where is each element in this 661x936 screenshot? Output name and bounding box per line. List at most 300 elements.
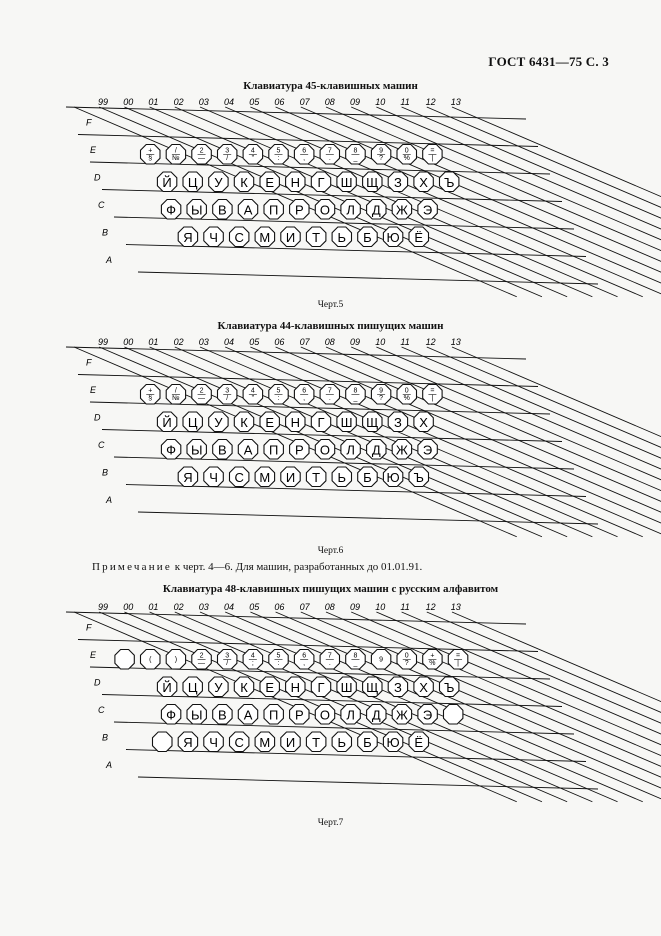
key[interactable] <box>183 412 202 432</box>
key-lower: | <box>431 154 434 162</box>
key[interactable] <box>192 650 212 670</box>
key[interactable] <box>213 200 232 220</box>
key-label: Й <box>162 414 172 430</box>
key[interactable] <box>260 677 279 697</box>
grid <box>66 612 661 802</box>
key[interactable] <box>230 732 249 752</box>
key-label: Д <box>371 707 381 723</box>
key[interactable] <box>286 677 305 697</box>
key[interactable] <box>255 732 275 752</box>
column-label: 00 <box>123 97 134 107</box>
column-label: 02 <box>173 337 184 347</box>
key-upper: 6 <box>302 387 307 395</box>
key-label: И <box>285 469 296 485</box>
key[interactable] <box>371 145 390 165</box>
page-header: ГОСТ 6431—75 С. 3 <box>488 54 609 69</box>
key-label: З <box>393 414 402 430</box>
key-lower: / <box>226 394 229 402</box>
column-label: 01 <box>148 337 159 347</box>
key[interactable] <box>363 172 382 192</box>
key[interactable] <box>371 385 390 405</box>
row-label: C <box>98 440 105 451</box>
column-label: 01 <box>148 97 159 107</box>
row-label: D <box>94 412 101 423</box>
key[interactable] <box>209 172 228 192</box>
key[interactable] <box>448 650 468 670</box>
key-label: Р <box>294 707 304 723</box>
grid <box>66 347 661 537</box>
key-outline <box>153 732 173 752</box>
key[interactable] <box>418 705 437 725</box>
key-upper: 2 <box>199 147 204 155</box>
key-upper: 0 <box>404 652 409 660</box>
column-label: 09 <box>350 97 361 107</box>
key[interactable] <box>230 467 249 487</box>
row-label: E <box>90 145 97 156</box>
key-label: В <box>218 202 227 218</box>
key[interactable] <box>178 732 197 752</box>
key-label: Ж <box>395 442 408 458</box>
key-upper: 9 <box>379 147 384 155</box>
key-label: Ш <box>340 679 353 695</box>
key-lower: — <box>198 394 206 402</box>
key[interactable] <box>311 677 330 697</box>
row-line <box>138 777 598 789</box>
key-label: Ы <box>190 202 203 218</box>
column-label: 10 <box>375 97 386 107</box>
key-lower: , <box>303 659 306 667</box>
key[interactable] <box>306 732 326 752</box>
key-label: Ф <box>166 442 177 458</box>
column-label: 08 <box>324 97 335 107</box>
column-label: 04 <box>224 337 235 347</box>
key[interactable] <box>243 145 263 165</box>
figure-6-caption: Черт.6 <box>317 546 344 556</box>
key[interactable] <box>204 227 224 247</box>
key[interactable] <box>397 145 417 165</box>
key-label: Ц <box>187 679 198 695</box>
key[interactable] <box>440 172 459 192</box>
key[interactable] <box>363 677 382 697</box>
column-label: 00 <box>123 337 134 347</box>
key[interactable] <box>392 440 411 460</box>
key[interactable] <box>332 467 351 487</box>
key[interactable] <box>187 200 206 220</box>
key[interactable] <box>141 385 161 405</box>
row-label: F <box>86 357 92 368</box>
key-label: Л <box>346 707 355 723</box>
key-upper: / <box>174 387 177 395</box>
key[interactable] <box>414 172 433 192</box>
key[interactable] <box>337 412 356 432</box>
key[interactable] <box>281 732 300 752</box>
column-label: 08 <box>324 602 335 612</box>
key-label: Ч <box>209 469 218 485</box>
key-label: Ъ <box>444 679 455 695</box>
key[interactable] <box>260 412 279 432</box>
key-label: Д <box>371 442 381 458</box>
key-label: Ь <box>337 734 347 750</box>
key[interactable] <box>166 650 185 670</box>
row-label: C <box>98 705 105 716</box>
key[interactable] <box>363 412 382 432</box>
key[interactable] <box>243 650 263 670</box>
key[interactable] <box>392 705 411 725</box>
key[interactable] <box>204 467 224 487</box>
key[interactable] <box>320 145 339 165</box>
key-label: Ф <box>166 707 177 723</box>
key-label: У <box>214 414 223 430</box>
key[interactable] <box>161 705 180 725</box>
key[interactable] <box>358 467 378 487</box>
key-label: Ч <box>209 734 218 750</box>
row-line <box>138 272 598 284</box>
key[interactable] <box>178 227 197 247</box>
key[interactable] <box>178 467 197 487</box>
column-label: 99 <box>98 602 109 612</box>
key-upper: 3 <box>225 652 230 660</box>
grid <box>66 107 661 297</box>
key-label: Д <box>371 202 381 218</box>
row-line <box>126 245 586 257</box>
key-label: Ю <box>386 734 400 750</box>
key[interactable] <box>157 172 176 192</box>
key[interactable] <box>388 412 407 432</box>
column-label: 99 <box>98 97 109 107</box>
key[interactable] <box>418 200 437 220</box>
key[interactable] <box>141 650 161 670</box>
column-label: 04 <box>224 97 235 107</box>
key[interactable] <box>209 412 228 432</box>
key-upper: = <box>430 387 435 395</box>
key-label: Э <box>422 707 433 723</box>
key[interactable] <box>332 227 351 247</box>
key[interactable] <box>320 385 339 405</box>
key-label: А <box>243 202 253 218</box>
key[interactable] <box>286 172 305 192</box>
key-lower: § <box>148 394 153 402</box>
key-label: Р <box>294 442 304 458</box>
key[interactable] <box>234 172 253 192</box>
key[interactable] <box>341 200 360 220</box>
key[interactable] <box>383 227 402 247</box>
key[interactable] <box>183 172 202 192</box>
key[interactable] <box>264 200 283 220</box>
figure-7-title: Клавиатура 48-клавишных пишущих машин с русским алфавитом <box>162 583 499 595</box>
key-label: Щ <box>366 414 379 430</box>
key[interactable] <box>409 732 429 752</box>
key-label: Ц <box>187 174 198 190</box>
key[interactable] <box>161 440 180 460</box>
key[interactable] <box>218 650 237 670</box>
key[interactable] <box>418 440 437 460</box>
key[interactable] <box>166 385 185 405</box>
key-label: М <box>259 734 271 750</box>
key[interactable] <box>290 705 309 725</box>
key-upper: 2 <box>199 652 204 660</box>
key[interactable] <box>315 705 334 725</box>
key-lower: / <box>226 659 229 667</box>
key[interactable] <box>269 385 288 405</box>
key-label: ( <box>149 656 152 664</box>
key-lower: : <box>277 154 280 162</box>
key[interactable] <box>320 650 339 670</box>
key-upper: 4 <box>250 652 255 660</box>
key[interactable] <box>141 145 161 165</box>
figure-6-title: Клавиатура 44-клавишных пишущих машин <box>217 320 444 332</box>
key-upper: 5 <box>276 652 281 660</box>
key-label: Е <box>265 414 275 430</box>
key-lower: — <box>198 154 206 162</box>
column-label: 07 <box>299 602 310 612</box>
column-label: 06 <box>274 602 285 612</box>
key[interactable] <box>213 440 232 460</box>
key-lower: , <box>303 154 306 162</box>
key-label: О <box>319 202 331 218</box>
key[interactable] <box>204 732 224 752</box>
key[interactable] <box>218 385 237 405</box>
key-label: И <box>285 229 296 245</box>
key-label: Я <box>183 229 193 245</box>
key-lower: ; <box>251 659 254 667</box>
key[interactable] <box>166 145 185 165</box>
key[interactable] <box>341 440 360 460</box>
key[interactable] <box>383 467 402 487</box>
key[interactable] <box>444 705 463 725</box>
key-upper: 9 <box>379 387 384 395</box>
key-label: Ь <box>337 469 347 485</box>
key[interactable] <box>192 385 212 405</box>
column-label: 07 <box>299 97 310 107</box>
key[interactable] <box>161 200 180 220</box>
key[interactable] <box>238 705 257 725</box>
key-lower: ? <box>404 659 409 667</box>
key-upper: 6 <box>302 652 307 660</box>
key[interactable] <box>255 227 275 247</box>
note <box>92 561 422 573</box>
key-label: Э <box>422 202 433 218</box>
row-label: E <box>90 385 97 396</box>
key-upper: + <box>430 652 435 660</box>
key-lower: ” <box>251 154 255 162</box>
key-label: С <box>234 229 244 245</box>
key[interactable] <box>290 200 309 220</box>
column-line <box>402 107 661 297</box>
key[interactable] <box>269 145 288 165</box>
key[interactable] <box>383 732 402 752</box>
note-label: Примечание <box>92 561 172 573</box>
key-label: В <box>218 707 227 723</box>
key[interactable] <box>264 705 283 725</box>
key-upper: 4 <box>250 147 255 155</box>
column-line <box>452 107 661 297</box>
key-label: А <box>243 707 253 723</box>
row-label: A <box>106 495 113 506</box>
key[interactable] <box>157 677 176 697</box>
key-label: А <box>243 442 253 458</box>
key-upper: 0 <box>404 147 409 155</box>
key-lower: . <box>328 394 331 402</box>
key[interactable] <box>397 385 417 405</box>
key[interactable] <box>238 440 257 460</box>
key-label: Н <box>290 174 301 190</box>
key-lower: : <box>277 659 280 667</box>
key[interactable] <box>397 650 417 670</box>
key-lower: — <box>198 659 206 667</box>
key[interactable] <box>294 145 314 165</box>
key[interactable] <box>358 732 378 752</box>
key-label: Т <box>312 734 321 750</box>
key-label: Л <box>346 202 355 218</box>
key-upper: / <box>174 147 177 155</box>
keyboard-diagram-44 <box>0 335 661 565</box>
column-label: 03 <box>198 97 209 107</box>
row-line <box>126 485 586 497</box>
key[interactable] <box>423 650 442 670</box>
key-lower: _ <box>353 154 358 162</box>
key-upper: + <box>148 147 153 155</box>
key[interactable] <box>346 385 366 405</box>
key[interactable] <box>367 200 386 220</box>
key[interactable] <box>392 200 411 220</box>
key-label: Х <box>419 679 428 695</box>
key-label: Я <box>183 469 193 485</box>
key[interactable] <box>337 677 356 697</box>
row-label: E <box>90 650 97 661</box>
keyboard-diagram-48 <box>0 600 661 830</box>
key[interactable] <box>367 440 386 460</box>
key[interactable] <box>346 145 366 165</box>
key-label: Ъ <box>444 174 455 190</box>
column-label: 05 <box>249 337 260 347</box>
key[interactable] <box>183 677 202 697</box>
key-label: Т <box>312 469 321 485</box>
key-label: Ц <box>187 414 198 430</box>
key[interactable] <box>157 412 176 432</box>
key[interactable] <box>332 732 351 752</box>
key[interactable] <box>409 227 429 247</box>
key[interactable] <box>243 385 263 405</box>
key[interactable] <box>358 227 378 247</box>
key-label: К <box>240 174 248 190</box>
key[interactable] <box>306 227 326 247</box>
key-label: Г <box>317 174 325 190</box>
row-label: B <box>102 732 109 743</box>
key[interactable] <box>367 705 386 725</box>
key[interactable] <box>294 650 314 670</box>
key[interactable] <box>315 440 334 460</box>
row-label: F <box>86 622 92 633</box>
key[interactable] <box>218 145 237 165</box>
key-lower: ? <box>379 154 384 162</box>
key-label: Г <box>317 414 325 430</box>
key[interactable] <box>255 467 275 487</box>
key-upper: 5 <box>276 147 281 155</box>
key[interactable] <box>337 172 356 192</box>
key-label: Щ <box>366 679 379 695</box>
column-label: 05 <box>249 602 260 612</box>
key-label: Ы <box>190 442 203 458</box>
key-upper: 7 <box>327 387 332 395</box>
key[interactable] <box>187 440 206 460</box>
key[interactable] <box>115 650 134 670</box>
key[interactable] <box>234 677 253 697</box>
key[interactable] <box>306 467 326 487</box>
key[interactable] <box>230 227 249 247</box>
key[interactable] <box>213 705 232 725</box>
key[interactable] <box>346 650 366 670</box>
key[interactable] <box>238 200 257 220</box>
key-upper: 7 <box>327 147 332 155</box>
key-label: В <box>218 442 227 458</box>
key-lower: ? <box>379 394 384 402</box>
key[interactable] <box>371 650 390 670</box>
row-label: A <box>106 760 113 771</box>
key-lower: . <box>328 659 331 667</box>
key-upper: 5 <box>276 387 281 395</box>
key-label: П <box>269 707 279 723</box>
key[interactable] <box>290 440 309 460</box>
key[interactable] <box>264 440 283 460</box>
row-line <box>126 750 586 762</box>
key-upper: 8 <box>353 387 358 395</box>
key[interactable] <box>414 677 433 697</box>
key-label: Ь <box>337 229 347 245</box>
key-lower: № <box>172 394 180 402</box>
key[interactable] <box>187 705 206 725</box>
key-lower: № <box>172 154 180 162</box>
column-label: 07 <box>299 337 310 347</box>
key[interactable] <box>409 467 429 487</box>
column-label: 10 <box>375 337 386 347</box>
key[interactable] <box>269 650 288 670</box>
column-line <box>250 347 661 537</box>
key[interactable] <box>341 705 360 725</box>
key-label: М <box>259 229 271 245</box>
column-label: 09 <box>350 337 361 347</box>
key[interactable] <box>192 145 212 165</box>
key-label: С <box>234 469 244 485</box>
key[interactable] <box>423 145 442 165</box>
figure-7-caption: Черт.7 <box>317 818 344 828</box>
key-label: К <box>240 414 248 430</box>
key-lower: : <box>277 394 280 402</box>
key[interactable] <box>388 677 407 697</box>
key[interactable] <box>260 172 279 192</box>
key-lower: . <box>328 154 331 162</box>
key[interactable] <box>388 172 407 192</box>
key[interactable] <box>234 412 253 432</box>
key-label: Ш <box>340 174 353 190</box>
key[interactable] <box>315 200 334 220</box>
key-label: Ш <box>340 414 353 430</box>
column-label: 99 <box>98 337 109 347</box>
key[interactable] <box>311 412 330 432</box>
key[interactable] <box>423 385 442 405</box>
key-lower: ” <box>251 394 255 402</box>
key[interactable] <box>311 172 330 192</box>
key[interactable] <box>294 385 314 405</box>
key[interactable] <box>440 677 459 697</box>
key[interactable] <box>209 677 228 697</box>
key-label: Ю <box>386 469 400 485</box>
key[interactable] <box>286 412 305 432</box>
key-upper: 8 <box>353 652 358 660</box>
key[interactable] <box>414 412 433 432</box>
key[interactable] <box>281 227 300 247</box>
key[interactable] <box>153 732 173 752</box>
key[interactable] <box>281 467 300 487</box>
